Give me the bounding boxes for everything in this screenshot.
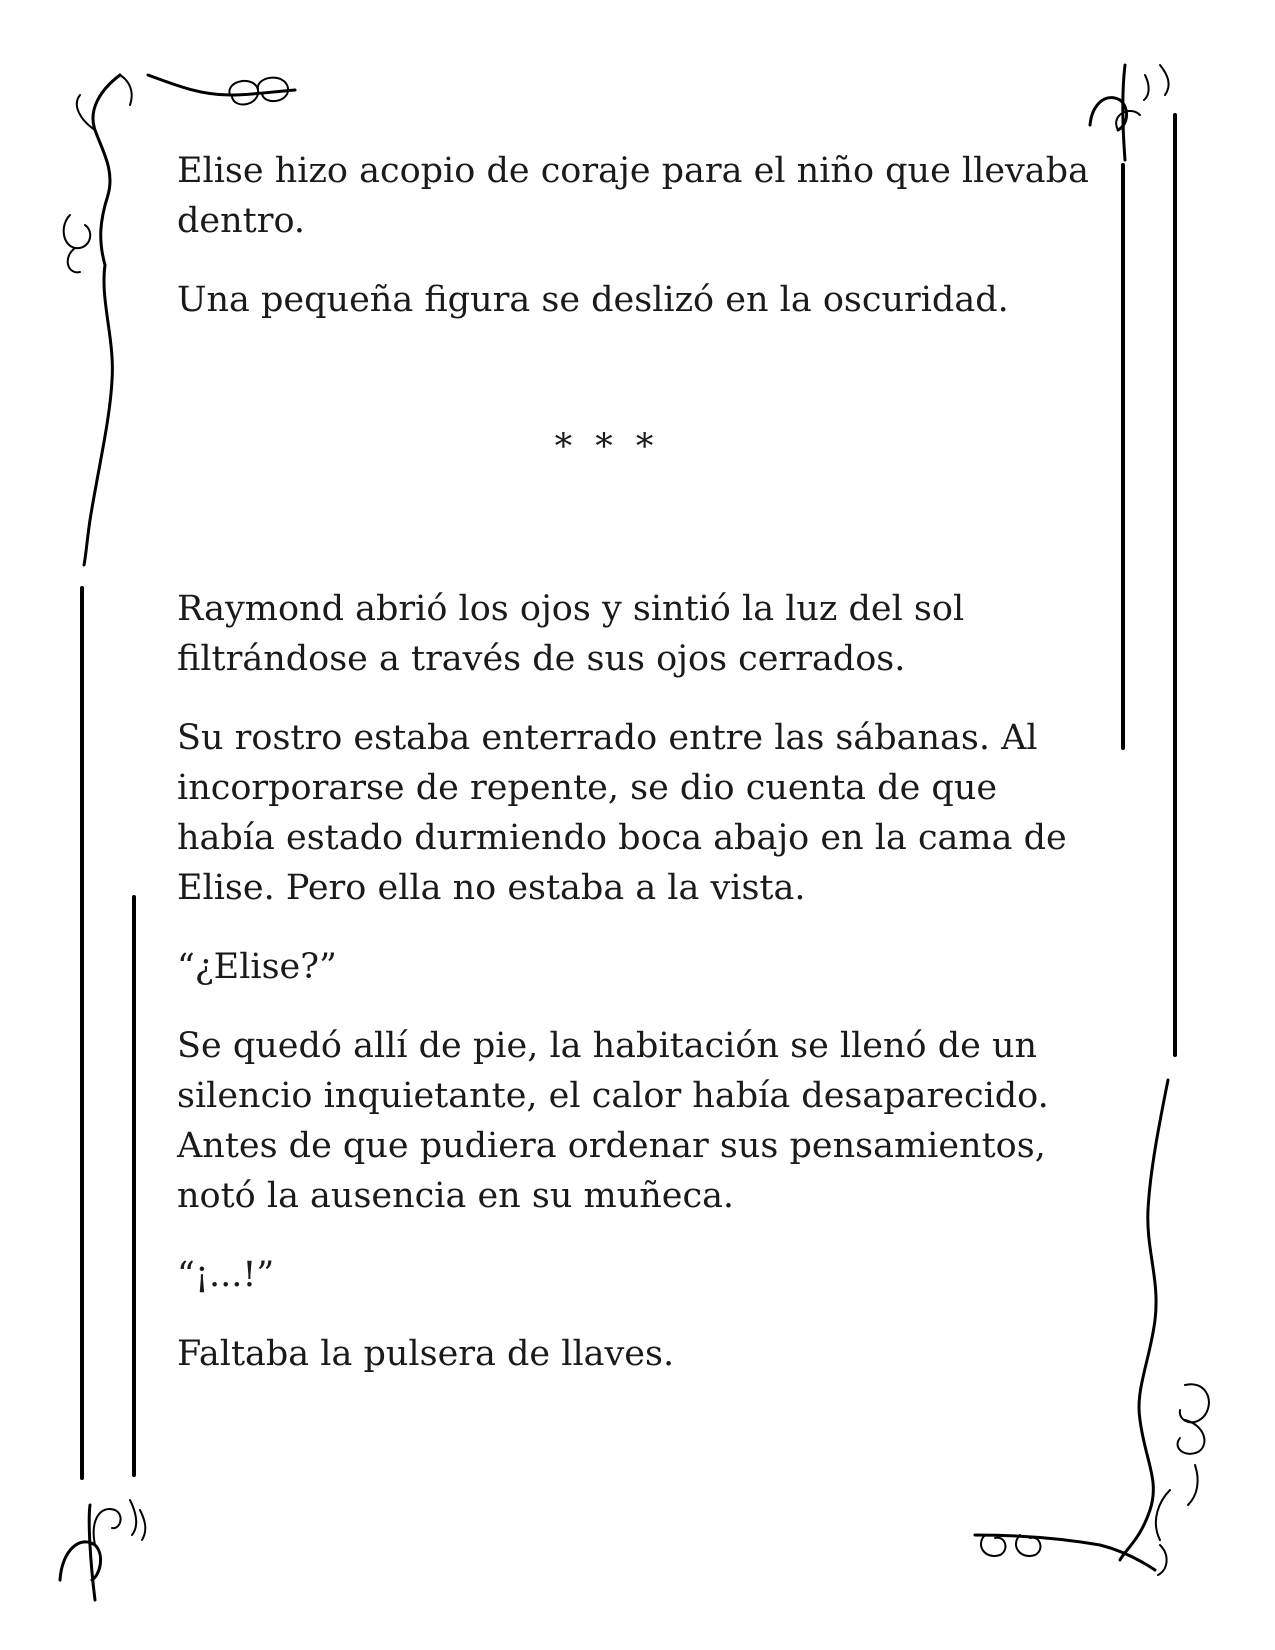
paragraph: Faltaba la pulsera de llaves.: [177, 1334, 675, 1374]
paragraph: Su rostro estaba enterrado entre las sábanas. Al incorporarse de repente, se dio cuenta de que había estado durmiendo boca abajo en la cama de Elise. Pero ella no estaba a la vista.: [177, 718, 1067, 908]
scene-break: * * *: [554, 427, 660, 467]
bottom-left-flourish: [60, 1500, 145, 1600]
top-right-flourish: [1090, 65, 1169, 160]
dialogue-line: “¡...!”: [177, 1255, 275, 1295]
paragraph: Se quedó allí de pie, la habitación se llenó de un silencio inquietante, el calor había desaparecido. Antes de que pudiera ordenar sus pensamientos, notó la ausencia en su muñeca.: [177, 1026, 1049, 1216]
paragraph: Elise hizo acopio de coraje para el niño que llevaba dentro.: [177, 151, 1089, 241]
dialogue-line: “¿Elise?”: [177, 947, 337, 987]
paragraph: Raymond abrió los ojos y sintió la luz del sol filtrándose a través de sus ojos cerrados.: [177, 589, 965, 679]
paragraph: Una pequeña figura se deslizó en la oscuridad.: [177, 280, 1009, 320]
chapter-text: [177, 146, 1097, 1408]
